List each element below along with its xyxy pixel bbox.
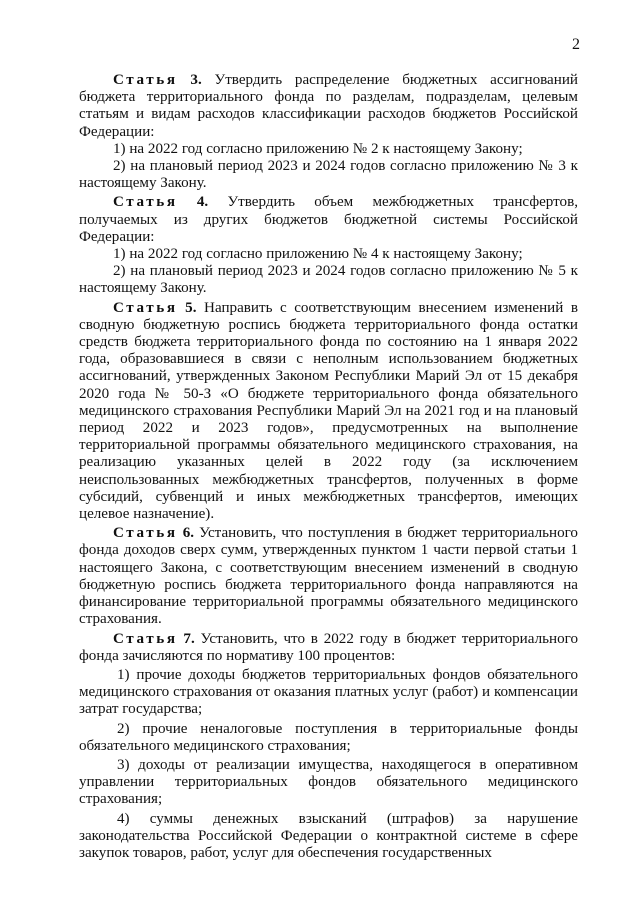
article-text: Утвердить объем межбюджетных трансфертов, получаемых из других бюджетов бюджетной системы Российской Федерации: (79, 194, 578, 245)
article-label: Статья (113, 299, 178, 316)
list-item: 2) на плановый период 2023 и 2024 годов согласно приложению № 5 к настоящему Закону. (79, 263, 578, 297)
article-6-paragraph (79, 525, 578, 628)
article-7-heading (79, 631, 578, 665)
article-text: Утвердить распределение бюджетных ассигнований бюджета территориального фонда по разделам, подразделам, целевым статьям и видам расходов классификации расходов бюджетов Российской Федерации: (79, 72, 578, 140)
list-item: 2) на плановый период 2023 и 2024 годов согласно приложению № 3 к настоящему Закону. (79, 158, 578, 192)
article-number: 4. (196, 194, 209, 211)
list-item: 1) прочие доходы бюджетов территориальных фондов обязательного медицинского страхования от оказания платных услуг (работ) и компенсации затрат государства; (79, 666, 578, 718)
list-item: 3) доходы от реализации имущества, находящегося в оперативном управлении территориальных фондов обязательного медицинского страхования; (79, 756, 578, 808)
article-number: 3. (190, 72, 202, 88)
list-item: 4) суммы денежных взысканий (штрафов) за нарушение законодательства Российской Федерации о контрактной системе в сфере закупок товаров, работ, услуг для обеспечения государственных (79, 810, 578, 861)
list-item: 1) на 2022 год согласно приложению № 2 к настоящему Закону; (113, 140, 523, 157)
article-label: Статья (113, 194, 178, 211)
list-item: 2) прочие неналоговые поступления в территориальные фонды обязательного медицинского страхования; (79, 720, 578, 754)
article-label: Статья (113, 525, 178, 542)
article-number: 7. (183, 630, 195, 647)
article-label: Статья (113, 72, 178, 88)
list-item: 1) на 2022 год согласно приложению № 4 к настоящему Закону; (113, 246, 523, 263)
document-body (79, 72, 578, 862)
article-5-paragraph (79, 300, 578, 524)
article-4-heading (79, 194, 578, 246)
article-text: Установить, что в 2022 году в бюджет территориального фонда зачисляются по нормативу 100 процентов: (79, 630, 578, 664)
article-label: Статья (113, 630, 178, 647)
article-number: 5. (185, 299, 197, 316)
article-text: Установить, что поступления в бюджет территориального фонда доходов сверх сумм, утвержденных пунктом 1 части первой статьи 1 настоящего Закона, с соответствующим внесением изменений в сводную бюджетную роспись бюджета территориального фонда направляются на финансирование территориальной программы обязательного медицинского страхования. (79, 525, 578, 628)
article-3-heading (79, 72, 578, 141)
article-text: Направить с соответствующим внесением изменений в сводную бюджетную роспись бюджета территориального фонда остатки средств бюджета территориального фонда по состоянию на 1 января 2022 года, образовавшиеся в связи с неполным использованием бюджетных ассигнований, утвержденных Законом Республики Марий Эл от 15 декабря 2020 года № 50-З «О бюджете территориального фонда обязательного медицинского страхования Республики Марий Эл на 2021 год и на плановый период 2022 и 2023 годов», предусмотренных на выполнение территориальной программы обязательного медицинского страхования, на реализацию указанных целей в 2022 году (за исключением неиспользованных межбюджетных трансфертов, полученных в форме субсидий, субвенций и иных межбюджетных трансфертов, имеющих целевое назначение). (79, 299, 578, 523)
page-number: 2 (572, 36, 580, 53)
article-number: 6. (182, 525, 195, 542)
